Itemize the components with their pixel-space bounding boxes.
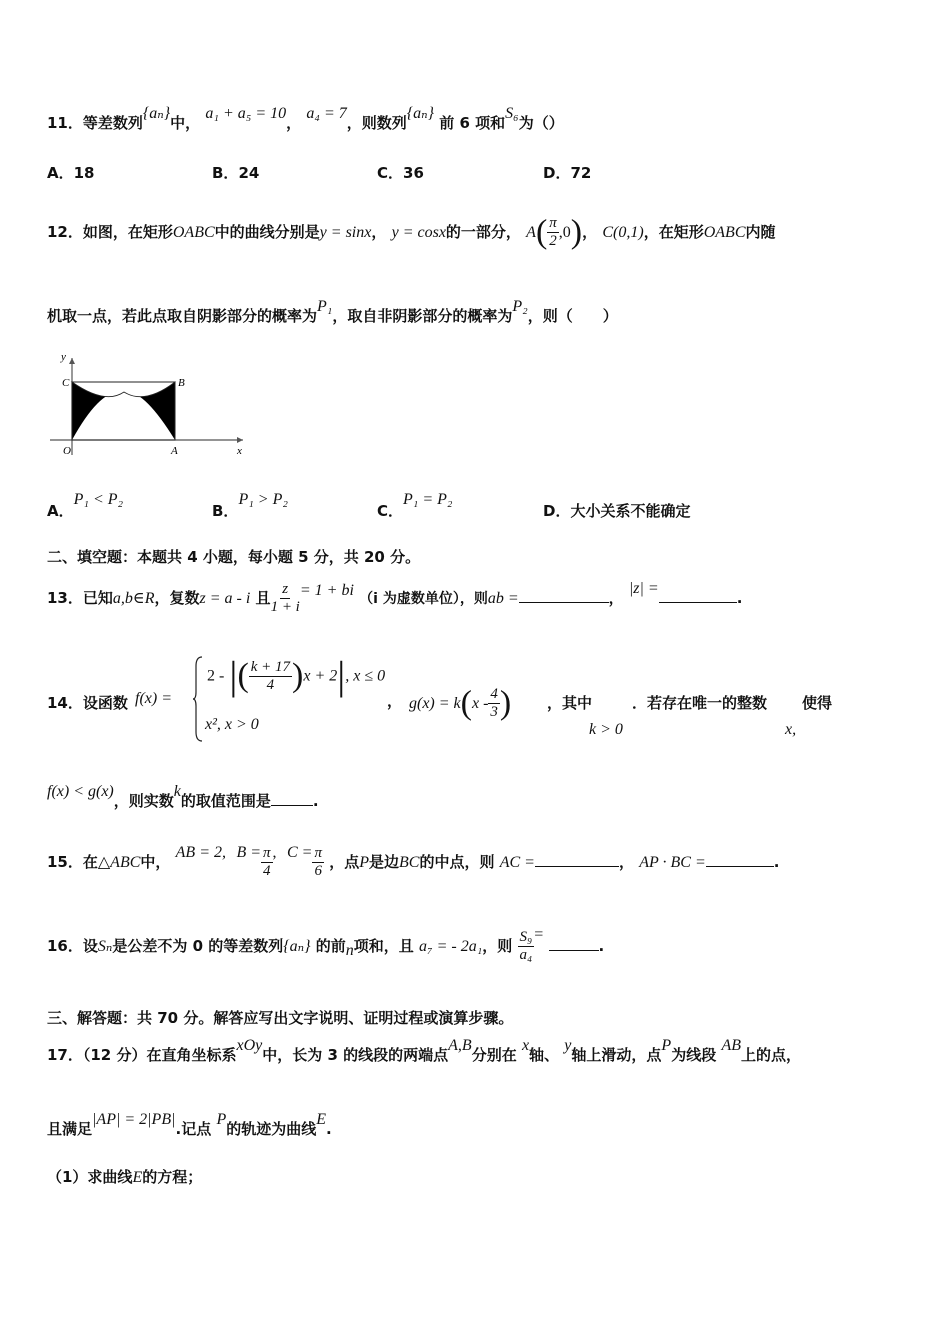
q12-option-c[interactable] [377,488,453,520]
abs-bar: | [337,653,346,698]
q14-comma: ， [387,692,403,710]
q11-text-3: 前 6 项和 [439,114,506,132]
q13-equation: = 1 + bi [299,582,354,599]
q17-sub1-text-2: 的方程； [142,1168,203,1186]
question-14 [47,650,927,750]
q16-sn: Sₙ [97,938,113,955]
q14-case1-a: 2 - [207,667,225,685]
left-paren: ( [460,684,472,722]
period: . [312,792,319,810]
q13-blank-1[interactable] [519,602,609,603]
frac-num: k + 17 [250,658,291,675]
q13-ab: ab = [487,590,519,607]
q14-brace [192,656,204,742]
frac-den: 4 [266,676,275,693]
q12-rect-2: OABC [703,224,746,241]
period: . [773,853,780,871]
q15-p: P [359,854,370,871]
option-value: 大小关系不能确定 [570,502,691,520]
label-o: O [63,445,71,457]
q12-point-a-suffix: ,0 [558,224,571,241]
left-paren: ( [535,213,548,251]
q12-rect: OABC [172,224,215,241]
q13-abs-z: |z| = [628,580,659,597]
q13-ab-real: a,b∈R [112,590,155,607]
question-15 [47,842,910,883]
q16-text-2: 是公差不为 0 的等差数列 [112,937,284,955]
q17-text-4: 轴、 [529,1046,560,1064]
q14-text: 14．设函数 [47,694,128,712]
q15-triangle: △ABC [97,854,141,871]
q17-e: E [316,1111,327,1128]
q11-option-b[interactable] [212,162,259,183]
q16-text-3: 的前 [315,937,346,955]
option-value: P₁ < P₂ [73,491,124,508]
q12-pi-over-2 [547,215,559,250]
question-12 [47,212,910,253]
q11-text: 中， [170,114,201,132]
q11-option-c[interactable] [377,162,424,183]
question-17 [47,1037,910,1065]
q15-pi-over-4 [261,845,273,880]
option-value: 72 [570,164,592,182]
q12-text-2: 中的曲线分别是 [214,223,320,241]
q17-p-2: P [216,1111,227,1128]
label-c: C [62,377,70,389]
section-3-heading: 三、解答题：共 70 分。解答应写出文字说明、证明过程或演算步骤。 [47,1009,514,1027]
option-label: D． [543,164,571,182]
question-17-line-2 [47,1111,910,1139]
period: . [598,937,605,955]
frac-num: z [282,581,289,597]
q14-line2-text: ，则实数 [113,792,174,810]
q16-n: n [345,942,354,959]
q14-inequality: f(x) < g(x) [47,783,114,800]
q14-g-fraction [488,686,500,721]
question-14-line-2 [47,783,910,811]
q14-blank[interactable] [271,805,313,806]
q15-blank-1[interactable] [535,866,619,867]
q15-sep: ， [618,853,634,871]
q17-p: P [661,1037,672,1054]
option-label: C． [377,164,404,182]
option-value: P₁ = P₂ [403,491,453,508]
frac-den: a₄ [519,947,533,963]
left-paren: ( [237,657,249,694]
frac-den: 2 [549,233,557,249]
q14-case-1 [207,653,386,698]
question-17-sub-1 [47,1166,910,1187]
q16-sequence: {aₙ} [283,938,311,955]
q13-z: z = a - i [199,590,251,607]
q17-text-6: 为线段 [671,1046,717,1064]
q13-text-3: 且 [255,589,271,607]
q15-text-2: 中， [140,853,171,871]
q12-p2: P₂ [512,298,528,315]
q14-text-4: 使得 [802,694,833,712]
option-value: 36 [403,164,424,182]
q12-text-5: 内随 [745,223,776,241]
q17-x: x [521,1037,530,1054]
q12-text-3: 的一部分， [445,223,521,241]
q16-fraction [518,929,535,964]
q15-bc: BC [399,854,420,871]
label-a: A [171,445,178,457]
q14-k-fraction [249,659,292,694]
frac-num: 4 [490,686,498,702]
q17-text: 17．（12 分）在直角坐标系 [47,1046,237,1064]
q16-text: 16．设 [47,937,98,955]
q16-blank[interactable] [549,950,599,951]
q11-prefix: 11．等差数列 [47,114,143,132]
option-value: P₁ > P₂ [238,491,288,508]
q17-text-3: 分别在 [471,1046,517,1064]
q15-pi-over-6 [312,845,324,880]
option-label: C． [377,502,404,520]
q17-sub1-text: （1）求曲线 [47,1168,133,1186]
q14-text-2: ，其中 [547,694,593,712]
q15-c: C = [287,844,313,861]
q14-g [409,686,511,721]
section-2-heading: 二、填空题：本题共 4 小题，每小题 5 分，共 20 分。 [47,548,421,566]
frac-num: π [263,845,271,861]
option-label: A． [47,164,74,182]
q17-sub1-e: E [132,1169,143,1186]
q17-text-7: 上的点， [741,1046,802,1064]
q13-fraction [271,581,300,616]
q13-blank-2[interactable] [659,602,737,603]
q12-ysin: y = sinx [319,224,372,241]
q15-ac: AC = [499,854,535,871]
q11-sequence: {aₙ} [142,105,171,122]
q14-case1-b: x + 2 [303,667,338,685]
period: . [736,589,743,607]
q11-separator: ， [286,114,302,132]
x-axis-arrow [237,437,243,443]
q15-text: 15．在 [47,853,98,871]
q14-line2-text-2: 的取值范围是 [180,792,271,810]
option-value: 18 [73,164,95,182]
q14-f: f(x) = [135,690,172,707]
frac-num: S₉ [519,929,533,945]
q16-equation: a₇ = - 2a₁ [419,938,483,955]
frac-num: π [549,215,557,231]
q16-text-5: ，则 [482,937,513,955]
frac-num: π [314,845,322,861]
frac-den: 4 [263,863,271,879]
q17-text-2: 中，长为 3 的线段的两端点 [262,1046,449,1064]
q12-line2-text-3: ，则（ ） [527,307,618,325]
q17-ab-2: AB [721,1037,741,1054]
question-11 [47,105,910,133]
q12-text: 12．如图，在矩形 [47,223,173,241]
q12-comma: ， [582,223,598,241]
q15-text-5: 的中点，则 [419,853,495,871]
q17-condition: |AP| = 2|PB| [92,1111,176,1128]
right-paren: ) [292,657,304,694]
q14-case1-c: , x ≤ 0 [345,667,386,685]
q16-text-4: 项和，且 [353,937,414,955]
q11-equation-1: a₁ + a₅ = 10 [205,105,287,122]
option-label: B． [212,164,239,182]
q17-ab: A,B [448,1037,472,1054]
q12-option-d[interactable] [543,500,690,521]
period: . [326,1120,332,1138]
q17-y: y [564,1037,572,1054]
q15-dot-product: AP · BC = [639,854,706,871]
q12-option-a[interactable] [47,488,124,520]
q11-text-2: ，则数列 [346,114,407,132]
option-label: B． [212,502,239,520]
q12-option-b[interactable] [212,488,288,520]
frac-den: 1 + i [270,599,300,615]
q17-text-5: 轴上滑动，点 [571,1046,662,1064]
question-12-line-2 [47,298,910,326]
q16-equals: = [534,926,544,943]
abs-bar: | [229,653,238,698]
q12-point-c: C(0,1) [602,224,644,241]
y-axis-arrow [69,358,75,364]
q12-p1: P₁ [317,298,333,315]
q11-option-d[interactable] [543,162,591,183]
q17-line2-text-3: 的轨迹为曲线 [226,1120,317,1138]
q13-text-2: ，复数 [154,589,200,607]
q13-sep: ， [608,589,624,607]
q12-point-a: A [526,224,536,241]
q11-sequence-2: {aₙ} [406,105,435,122]
q12-text-4: ，在矩形 [643,223,704,241]
q17-line2-text-2: .记点 [175,1120,212,1138]
right-paren: ) [570,213,583,251]
question-16 [47,924,910,969]
q14-text-3: ．若存在唯一的整数 [632,694,768,712]
q14-case-2: x², x > 0 [205,716,259,733]
q12-line2-text-2: ，取自非阴影部分的概率为 [332,307,513,325]
option-label: A． [47,502,74,520]
q15-ab: AB = 2, [175,844,226,861]
label-y: y [61,351,66,363]
q17-line2-text: 且满足 [47,1120,93,1138]
option-value: 24 [238,164,260,182]
q11-s6: S₆ [505,105,519,122]
frac-den: 3 [490,704,498,720]
right-paren: ) [499,684,512,722]
q11-suffix: 为（） [518,114,564,132]
option-label: D． [543,502,571,520]
q14-g-text: g(x) = k [409,695,461,712]
q12-figure [45,350,255,460]
label-x: x [237,445,242,457]
label-b: B [178,377,185,389]
frac-den: 6 [314,863,322,879]
q15-text-3: ，点 [329,853,360,871]
q15-b: B = [236,844,262,861]
question-13 [47,578,910,619]
q15-text-4: 是边 [369,853,400,871]
q11-option-a[interactable] [47,162,94,183]
q12-line2-text: 机取一点，若此点取自阴影部分的概率为 [47,307,318,325]
q14-g-inner: x - [471,695,489,712]
q17-xoy: xOy [236,1037,263,1054]
q14-k: k [173,783,181,800]
q12-ycos: y = cosx [391,224,446,241]
q13-text: 13．已知 [47,589,113,607]
q14-k-positive: k > 0 [589,721,623,738]
q15-comma: , [272,844,277,861]
q15-blank-2[interactable] [706,866,774,867]
q13-text-4: （i 为虚数单位），则 [359,591,488,607]
q14-x: x, [785,721,797,738]
q11-equation-2: a₄ = 7 [306,105,347,122]
q12-sep: ， [371,223,387,241]
